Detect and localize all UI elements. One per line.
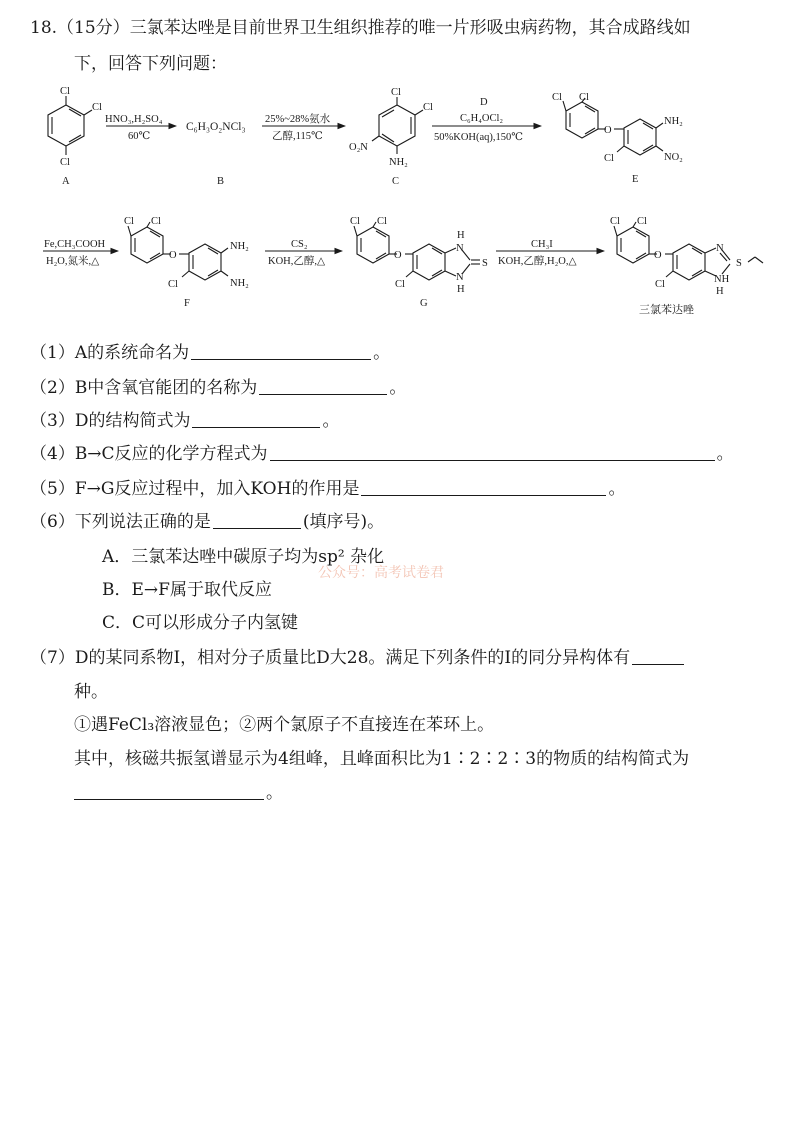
atom-H: H <box>457 284 465 295</box>
atom-H: H <box>716 286 724 297</box>
part-7-line1 <box>30 650 686 667</box>
product-structure <box>614 222 763 280</box>
answer-blank-1[interactable] <box>191 359 371 360</box>
question-number: 18. <box>30 18 58 38</box>
part-4 <box>30 446 734 463</box>
compound-E-structure <box>563 98 663 155</box>
label-G: G <box>420 298 428 309</box>
cond-G-P-bottom: KOH,乙醇,H₂O,△ <box>498 256 577 267</box>
watermark: 公众号：高考试卷君 <box>318 565 444 581</box>
atom-Cl: Cl <box>168 279 178 290</box>
atom-Cl: Cl <box>60 86 70 97</box>
question-intro-line1: 三氯苯达唑是目前世界卫生组织推荐的唯一片形吸虫病药物，其合成路线如 <box>129 18 691 38</box>
cond-E-F-top: Fe,CH₃COOH <box>44 239 106 250</box>
synthesis-scheme <box>0 0 800 330</box>
cond-A-B-top: HNO₃,H₂SO₄ <box>105 114 163 125</box>
atom-Cl: Cl <box>423 102 433 113</box>
part-7-prompt: （7）D的某同系物I，相对分子质量比D大28。满足下列条件的I的同分异构体有 <box>30 648 631 668</box>
group-NH2: NH₂ <box>230 241 249 252</box>
atom-Cl: Cl <box>610 216 620 227</box>
part-6-end: (填序号)。 <box>302 512 385 532</box>
part-7-line3: 其中，核磁共振氢谱显示为4组峰，且峰面积比为1∶2∶2∶3的物质的结构简式为 <box>74 749 690 769</box>
part-1-prompt: （1）A的系统命名为 <box>30 343 190 363</box>
atom-O: O <box>604 125 612 136</box>
label-A: A <box>62 176 70 187</box>
part-2-end: 。 <box>389 378 407 398</box>
atom-Cl: Cl <box>579 92 589 103</box>
part-7-line4 <box>74 785 283 802</box>
part-1 <box>30 345 390 362</box>
group-NH2: NH₂ <box>389 157 408 168</box>
part-2-prompt: （2）B中含氧官能团的名称为 <box>30 378 258 398</box>
atom-Cl: Cl <box>604 153 614 164</box>
option-C: C．C可以形成分子内氢键 <box>102 613 299 633</box>
cond-C-E-bottom: 50%KOH(aq),150℃ <box>434 132 524 143</box>
option-A: A．三氯苯达唑中碳原子均为sp² 杂化 <box>102 547 385 567</box>
atom-Cl: Cl <box>124 216 134 227</box>
part-5 <box>30 481 625 498</box>
answer-blank-7a[interactable] <box>632 664 684 665</box>
atom-Cl: Cl <box>552 92 562 103</box>
group-NH2: NH₂ <box>664 116 683 127</box>
question-intro-line2: 下，回答下列问题： <box>74 54 227 74</box>
atom-Cl: Cl <box>655 279 665 290</box>
label-E: E <box>632 174 639 185</box>
part-1-end: 。 <box>373 343 391 363</box>
atom-S: S <box>736 258 742 269</box>
atom-Cl: Cl <box>350 216 360 227</box>
part-3 <box>30 413 339 430</box>
part-2 <box>30 380 406 397</box>
part-4-prompt: （4）B→C反应的化学方程式为 <box>30 444 268 464</box>
part-6-prompt: （6）下列说法正确的是 <box>30 512 211 532</box>
cond-E-F-bottom: H₂O,氮米,△ <box>46 256 100 267</box>
atom-H: H <box>457 230 465 241</box>
part-7-line2: 种。 <box>74 682 108 702</box>
answer-blank-6[interactable] <box>213 528 301 529</box>
cond-B-C-top: 25%~28%氨水 <box>265 114 331 125</box>
atom-Cl: Cl <box>92 102 102 113</box>
formula-B: C₆H₃O₂NCl₃ <box>186 121 246 133</box>
atom-Cl: Cl <box>637 216 647 227</box>
part-6 <box>30 514 384 531</box>
cond-C-E-top2: C₆H₄OCl₂ <box>460 113 504 124</box>
label-product: 三氯苯达唑 <box>639 304 694 316</box>
atom-N: N <box>456 272 464 283</box>
part-7-conditions: ①遇FeCl₃溶液显色；②两个氯原子不直接连在苯环上。 <box>74 715 495 735</box>
atom-N: N <box>716 243 724 254</box>
atom-Cl: Cl <box>377 216 387 227</box>
atom-Cl: Cl <box>395 279 405 290</box>
atom-Cl: Cl <box>151 216 161 227</box>
part-5-prompt: （5）F→G反应过程中，加入KOH的作用是 <box>30 479 360 499</box>
group-NO2: NO₂ <box>664 152 683 163</box>
option-B: B．E→F属于取代反应 <box>102 580 272 600</box>
label-C: C <box>392 176 400 187</box>
atom-O: O <box>169 250 177 261</box>
answer-blank-7b[interactable] <box>74 799 264 800</box>
group-NH: NH <box>714 274 730 285</box>
atom-O: O <box>654 250 662 261</box>
answer-blank-2[interactable] <box>259 394 387 395</box>
label-B: B <box>217 176 225 187</box>
cond-G-P-top: CH₃I <box>531 239 553 250</box>
answer-blank-5[interactable] <box>361 495 606 496</box>
part-7-end: 。 <box>266 783 283 803</box>
atom-N: N <box>456 243 464 254</box>
answer-blank-3[interactable] <box>192 427 320 428</box>
question-score: （15分） <box>57 18 130 38</box>
cond-F-G-bottom: KOH,乙醇,△ <box>268 256 326 267</box>
cond-A-B-bottom: 60℃ <box>128 131 151 142</box>
part-3-end: 。 <box>322 411 340 431</box>
part-5-end: 。 <box>608 479 626 499</box>
atom-Cl: Cl <box>60 157 70 168</box>
cond-B-C-bottom: 乙醇,115℃ <box>272 131 323 142</box>
group-O2N: O₂N <box>349 142 368 153</box>
atom-S: S <box>482 258 488 269</box>
compound-C-structure <box>372 97 423 154</box>
part-4-end: 。 <box>716 444 734 464</box>
compound-F-structure <box>128 222 228 280</box>
part-3-prompt: （3）D的结构简式为 <box>30 411 191 431</box>
compound-A-structure <box>48 96 92 155</box>
group-NH2: NH₂ <box>230 278 249 289</box>
answer-blank-4[interactable] <box>270 460 715 461</box>
cond-C-E-top1: D <box>480 97 488 108</box>
cond-F-G-top: CS₂ <box>291 239 308 250</box>
atom-Cl: Cl <box>391 87 401 98</box>
atom-O: O <box>394 250 402 261</box>
label-F: F <box>184 298 190 309</box>
